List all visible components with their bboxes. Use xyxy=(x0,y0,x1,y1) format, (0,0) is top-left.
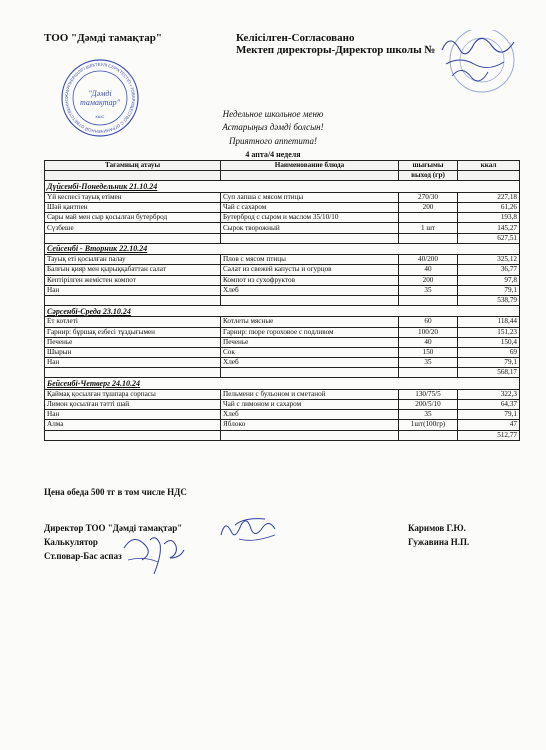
dish-output: 60 xyxy=(399,317,458,327)
dish-name-ru: Сырок творожный xyxy=(221,223,399,233)
dish-kcal: 145,27 xyxy=(458,223,520,233)
menu-title: Недельное школьное меню xyxy=(222,109,324,119)
dish-output: 150 xyxy=(399,347,458,357)
day-total-row xyxy=(45,430,520,440)
day-header-row xyxy=(45,378,520,390)
dish-output: 35 xyxy=(399,358,458,368)
dish-name-ru: Компот из сухофруктов xyxy=(221,275,399,285)
menu-table xyxy=(44,160,520,441)
day-total-row xyxy=(45,233,520,243)
menu-greeting-ru: Приятного аппетита! xyxy=(229,136,317,146)
dish-kcal: 151,23 xyxy=(458,327,520,337)
day-total-row xyxy=(45,368,520,378)
director-name: Каримов Г.Ю. xyxy=(408,523,466,533)
table-row xyxy=(45,285,520,295)
header-output: шығымы xyxy=(399,161,458,171)
director-signature xyxy=(215,515,285,547)
table-row xyxy=(45,358,520,368)
dish-output: 100/20 xyxy=(399,327,458,337)
table-row xyxy=(45,420,520,430)
table-row xyxy=(45,327,520,337)
dish-name-kz: Үй кеспесі тауық етімен xyxy=(45,192,221,202)
svg-text:"Дәмді: "Дәмді xyxy=(88,89,112,98)
table-header-row xyxy=(45,161,520,171)
week-label: 4 апта/4 неделя xyxy=(245,150,301,159)
svg-text:тамақтар": тамақтар" xyxy=(80,98,120,107)
dish-name-kz: Нан xyxy=(45,410,221,420)
dish-name-kz: Кептірілген жемістен компот xyxy=(45,275,221,285)
dish-kcal: 79,1 xyxy=(458,410,520,420)
dish-kcal: 150,4 xyxy=(458,337,520,347)
dish-kcal: 47 xyxy=(458,420,520,430)
director-label: Директор ТОО "Дәмді тамақтар" xyxy=(44,523,183,533)
table-subheader-row xyxy=(45,171,520,181)
dish-name-kz: Алма xyxy=(45,420,221,430)
dish-output: 200 xyxy=(399,203,458,213)
dish-kcal: 69 xyxy=(458,347,520,357)
dish-name-ru: Печенье xyxy=(221,337,399,347)
dish-output: 35 xyxy=(399,410,458,420)
dish-output: 40/200 xyxy=(399,255,458,265)
dish-output: 200/5/10 xyxy=(399,400,458,410)
dish-kcal: 79,1 xyxy=(458,358,520,368)
dish-name-kz: Шәй қантпен xyxy=(45,203,221,213)
dish-output: 35 xyxy=(399,285,458,295)
table-row xyxy=(45,265,520,275)
dish-kcal: 322,3 xyxy=(458,389,520,399)
dish-name-kz: Нан xyxy=(45,358,221,368)
table-row xyxy=(45,317,520,327)
school-director-label: Мектеп директоры-Директор школы № xyxy=(236,44,436,56)
dish-name-ru: Гарнир: пюре гороховое с подливом xyxy=(221,327,399,337)
dish-kcal: 227,18 xyxy=(458,192,520,202)
day-title: Бейсенбі-Четверг 24.10.24 xyxy=(45,378,520,390)
dish-output: 40 xyxy=(399,265,458,275)
approval-label: Келісілген-Согласовано xyxy=(236,32,355,44)
table-row xyxy=(45,389,520,399)
day-total-kcal: 568,17 xyxy=(458,368,520,378)
day-title: Дүйсенбі-Понедельник 21.10.24 xyxy=(45,181,520,193)
dish-name-ru: Чай с лимоном и сахаром xyxy=(221,400,399,410)
dish-output: 270/30 xyxy=(399,192,458,202)
table-row xyxy=(45,347,520,357)
dish-kcal: 118,44 xyxy=(458,317,520,327)
dish-name-kz: Лимон қосылған тәтті шай xyxy=(45,400,221,410)
table-row xyxy=(45,213,520,223)
dish-name-kz: Сары май мен сыр қосылған бутерброд xyxy=(45,213,221,223)
table-row xyxy=(45,337,520,347)
calculator-signature xyxy=(120,530,192,578)
dish-kcal: 64,37 xyxy=(458,400,520,410)
dish-kcal: 97,8 xyxy=(458,275,520,285)
cook-label: Ст.повар-Бас аспаз xyxy=(44,551,122,561)
dish-output: 40 xyxy=(399,337,458,347)
dish-name-ru: Пельмени с бульоном и сметаной xyxy=(221,389,399,399)
dish-name-ru: Салат из свежей капусты и огурцов xyxy=(221,265,399,275)
dish-name-ru: Плов с мясом птицы xyxy=(221,255,399,265)
calculator-label: Калькулятор xyxy=(44,537,98,547)
school-stamp xyxy=(432,30,524,104)
dish-name-kz: Гарнир: бұршақ езбесі тұздығымен xyxy=(45,327,221,337)
dish-output: 1шт(100гр) xyxy=(399,420,458,430)
svg-text:КШС: КШС xyxy=(95,114,105,119)
table-row xyxy=(45,203,520,213)
dish-name-ru: Котлеты мясные xyxy=(221,317,399,327)
dish-kcal: 193,8 xyxy=(458,213,520,223)
dish-name-kz: Нан xyxy=(45,285,221,295)
day-title: Сәрсенбі-Среда 23.10.24 xyxy=(45,305,520,317)
dish-kcal: 325,12 xyxy=(458,255,520,265)
table-row xyxy=(45,400,520,410)
table-row xyxy=(45,192,520,202)
table-row xyxy=(45,255,520,265)
dish-output: 130/75/5 xyxy=(399,389,458,399)
calculator-name: Гужавина Н.П. xyxy=(408,537,470,547)
table-row xyxy=(45,275,520,285)
dish-name-kz: Ет котлеті xyxy=(45,317,221,327)
dish-name-kz: Шырын xyxy=(45,347,221,357)
header-output-unit: выход (гр) xyxy=(399,171,458,181)
company-name: ТОО "Дәмді тамақтар" xyxy=(44,32,163,44)
dish-name-ru: Яблоко xyxy=(221,420,399,430)
dish-name-kz: Сүзбеше xyxy=(45,223,221,233)
day-header-row xyxy=(45,181,520,193)
day-total-kcal: 512,77 xyxy=(458,430,520,440)
dish-output: 200 xyxy=(399,275,458,285)
dish-name-ru: Бутерброд с сыром и маслом 35/10/10 xyxy=(221,213,399,223)
table-row xyxy=(45,223,520,233)
svg-text:ЖАУАПКЕРШІЛІГІ ШЕКТЕУЛІ СЕРІКТ: ЖАУАПКЕРШІЛІГІ ШЕКТЕУЛІ СЕРІКТЕСТІГІ • ТОВАРИЩЕСТВО С ОГРАНИЧЕННОЙ ОТВЕТСТВЕННО xyxy=(63,61,137,135)
dish-output: 1 шт xyxy=(399,223,458,233)
table-row xyxy=(45,410,520,420)
menu-greeting-kz: Астарыңыз дәмді болсын! xyxy=(222,122,324,132)
dish-name-ru: Суп лапша с мясом птицы xyxy=(221,192,399,202)
header-ru: Наименование блюда xyxy=(221,161,399,171)
price-note: Цена обеда 500 тг в том числе НДС xyxy=(44,487,187,497)
dish-name-kz: Тауық еті қосылған палау xyxy=(45,255,221,265)
dish-name-ru: Чай с сахаром xyxy=(221,203,399,213)
dish-name-kz: Печенье xyxy=(45,337,221,347)
day-title: Сейсенбі - Вторник 22.10.24 xyxy=(45,243,520,255)
day-total-kcal: 538,79 xyxy=(458,295,520,305)
dish-name-ru: Хлеб xyxy=(221,358,399,368)
day-header-row xyxy=(45,243,520,255)
dish-name-kz: Қаймақ қосылған тұшпара сорпасы xyxy=(45,389,221,399)
dish-kcal: 79,1 xyxy=(458,285,520,295)
dish-kcal: 36,77 xyxy=(458,265,520,275)
dish-name-ru: Хлеб xyxy=(221,285,399,295)
dish-name-ru: Сок xyxy=(221,347,399,357)
dish-name-ru: Хлеб xyxy=(221,410,399,420)
dish-kcal: 61,26 xyxy=(458,203,520,213)
day-total-row xyxy=(45,295,520,305)
header-kcal: ккал xyxy=(458,161,520,171)
header-kz: Тағамның атауы xyxy=(45,161,221,171)
day-header-row xyxy=(45,305,520,317)
dish-output xyxy=(399,213,458,223)
dish-name-kz: Балғын қияр мен қырыққабаттан салат xyxy=(45,265,221,275)
day-total-kcal: 627,51 xyxy=(458,233,520,243)
